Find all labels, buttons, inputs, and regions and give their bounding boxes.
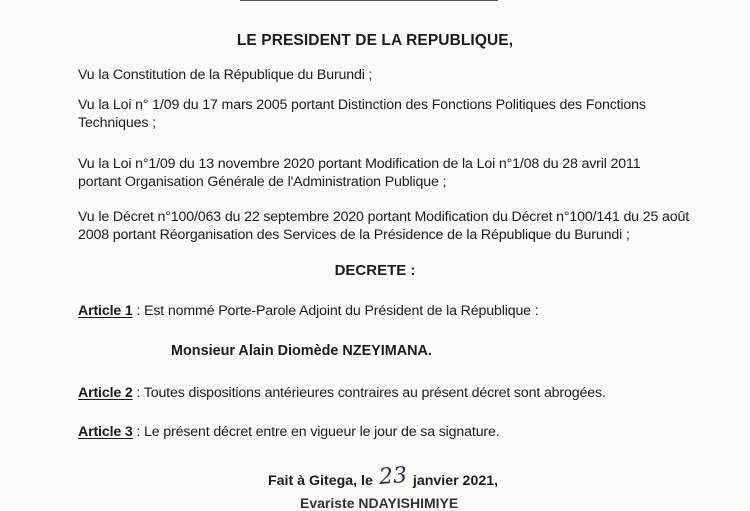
article-label: Article 3 bbox=[78, 424, 133, 440]
appointee-name: Monsieur Alain Diomède NZEYIMANA. bbox=[171, 343, 432, 359]
article-label: Article 1 bbox=[78, 303, 133, 319]
article-text: : Toutes dispositions antérieures contraires au présent décret sont abrogées. bbox=[132, 385, 606, 401]
consideration-constitution bbox=[78, 66, 718, 84]
article-2 bbox=[78, 385, 606, 401]
handwritten-day: 23 bbox=[378, 463, 408, 490]
consideration-decree-2020 bbox=[78, 208, 718, 244]
signature-prefix: Fait à Gitega, le bbox=[268, 473, 373, 489]
consideration-line: Vu la Loi n° 1/09 du 17 mars 2005 portant Distinction des Fonctions Politiques des Fonctions bbox=[78, 97, 646, 113]
signature-place-date bbox=[268, 463, 499, 491]
top-divider bbox=[240, 0, 498, 1]
consideration-line: Techniques ; bbox=[78, 115, 156, 131]
article-3 bbox=[78, 424, 500, 440]
cutoff-signatory bbox=[300, 495, 465, 511]
article-text: : Est nommé Porte-Parole Adjoint du Président de la République : bbox=[132, 303, 539, 319]
article-label: Article 2 bbox=[78, 385, 133, 401]
document-heading: LE PRESIDENT DE LA REPUBLIQUE, bbox=[236, 32, 514, 49]
consideration-line: 2008 portant Réorganisation des Services de la Présidence de la République du Burundi ; bbox=[78, 227, 630, 243]
consideration-law-2005 bbox=[78, 96, 718, 132]
consideration-line: Vu la Loi n°1/09 du 13 novembre 2020 portant Modification de la Loi n°1/08 du 28 avril 2011 bbox=[78, 156, 641, 172]
article-text: : Le présent décret entre en vigueur le jour de sa signature. bbox=[132, 424, 500, 440]
consideration-line: portant Organisation Générale de l'Administration Publique ; bbox=[78, 174, 447, 190]
consideration-line: Vu le Décret n°100/063 du 22 septembre 2020 portant Modification du Décret n°100/141 du 25 août bbox=[78, 209, 689, 225]
cutoff-signatory-text: Evariste NDAYISHIMIYE bbox=[300, 495, 459, 511]
decree-heading: DECRETE : bbox=[334, 262, 416, 279]
consideration-law-2020 bbox=[78, 155, 718, 191]
consideration-line: Vu la Constitution de la République du Burundi ; bbox=[78, 67, 373, 83]
article-1 bbox=[78, 303, 539, 319]
signature-suffix: janvier 2021, bbox=[412, 473, 499, 489]
